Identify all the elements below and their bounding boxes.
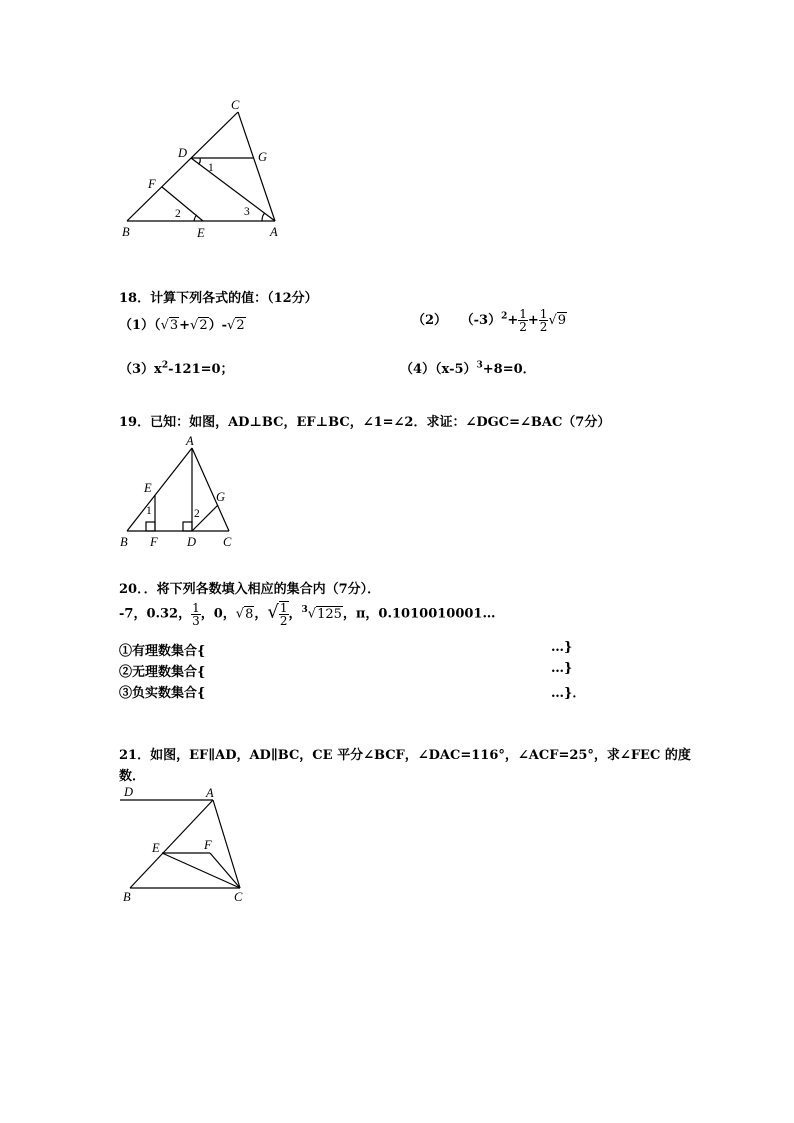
label-a-21: A — [206, 786, 214, 800]
q20-numbers: -7，0.32， $\frac{1}{3}$ ，0，√8，√ $\frac{1}{2}$ ，$^3$√125，π，0.1010010001… — [119, 600, 496, 628]
angle-arc-1 — [198, 158, 200, 164]
q20-set-negative: ③负实数集合{ — [119, 686, 206, 701]
q18-part2: （2） $(-3)^2+$ $\frac{1}{2}$ + $\frac{1}{2}$ √9 — [412, 307, 567, 334]
q20-set-irrational-end: …} — [551, 661, 573, 676]
segment-bc — [127, 112, 238, 221]
q19-title: 19．已知：如图，AD⊥BC，EF⊥BC，∠1=∠2．求证：∠DGC=∠BAC（7分） — [119, 415, 611, 430]
q20-set-rational-end: …} — [551, 640, 573, 655]
label-a: A — [270, 225, 278, 239]
segment-fc-21 — [210, 853, 240, 888]
label-c-19: C — [223, 535, 232, 549]
angle-label-2: 2 — [175, 208, 181, 220]
angle-arc-2 — [194, 215, 197, 221]
q20-set-negative-end: …}． — [551, 686, 586, 701]
segment-ba-19 — [127, 448, 192, 531]
angle-label-1: 1 — [208, 162, 214, 174]
label-b-19: B — [120, 535, 128, 549]
segment-ab-21 — [130, 800, 213, 888]
q21-line1: 21．如图，EF∥AD，AD∥BC，CE 平分∠BCF，∠DAC=116°，∠ACF=25°，求∠FEC 的度 — [119, 748, 691, 763]
label-g: G — [258, 150, 268, 164]
segment-da — [191, 158, 275, 221]
right-angle-d — [183, 522, 192, 531]
label-e: E — [197, 226, 205, 240]
segment-ca — [238, 112, 275, 221]
label-e-19: E — [144, 481, 152, 495]
q18-part1: （1）（√3+√2）-√2 — [119, 318, 245, 333]
label-e-21: E — [152, 841, 160, 855]
q18-part3: $(3)x^2-121=0$； — [119, 360, 234, 377]
label-f-19: F — [150, 535, 158, 549]
angle-label-1-19: 1 — [146, 505, 152, 517]
q21-line2: 数． — [119, 769, 146, 784]
q20-set-rational: ①有理数集合{ — [119, 644, 206, 659]
segment-fe — [162, 187, 203, 221]
label-d: D — [178, 146, 188, 160]
label-c-21: C — [234, 890, 243, 904]
segment-ec-21 — [162, 853, 240, 888]
label-a-19: A — [186, 434, 194, 448]
label-d-21: D — [124, 785, 134, 799]
angle-arc-3 — [262, 213, 265, 221]
q18-part4: $(4)(x-5)^3+8=0$． — [400, 360, 536, 377]
label-c: C — [231, 98, 240, 112]
angle-label-2-19: 2 — [194, 508, 200, 520]
label-b: B — [122, 225, 130, 239]
q20-set-irrational: ②无理数集合{ — [119, 665, 206, 680]
q20-title: 20．．将下列各数填入相应的集合内（7分）． — [119, 582, 381, 597]
q18-title: 18．计算下列各式的值：（12分） — [119, 291, 318, 306]
label-g-19: G — [216, 490, 226, 504]
segment-ac-21 — [213, 800, 240, 888]
right-angle-f — [146, 522, 155, 531]
label-b-21: B — [123, 890, 131, 904]
label-f-21: F — [204, 838, 212, 852]
label-f: F — [148, 177, 156, 191]
angle-label-3: 3 — [244, 206, 250, 218]
label-d-19: D — [187, 535, 197, 549]
